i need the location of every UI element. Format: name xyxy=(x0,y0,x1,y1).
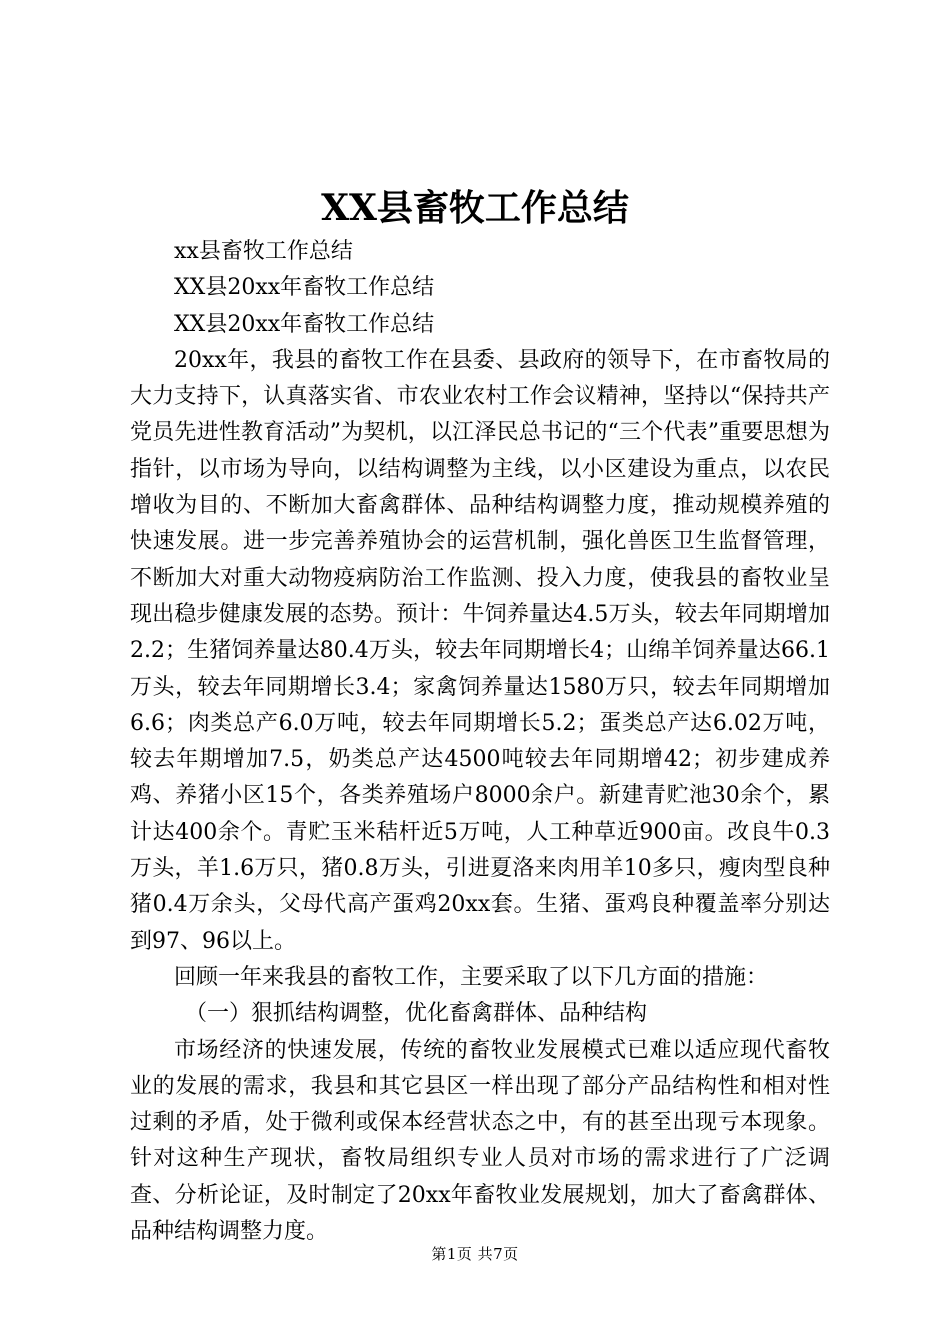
document-body xyxy=(130,234,830,1250)
page-number-footer: 第1页 共7页 xyxy=(431,1245,519,1263)
document-title: XX县畜牧工作总结 xyxy=(321,187,629,229)
section-heading: （一）狠抓结构调整，优化畜禽群体、品种结构 xyxy=(185,1001,648,1027)
body-paragraph: 20xx年，我县的畜牧工作在县委、县政府的领导下，在市畜牧局的大力支持下，认真落实省、市农业农村工作会议精神，坚持以“保持共产党员先进性教育活动”为契机，以江泽民总书记的“三个代表”重要思想为指针，以市场为导向，以结构调整为主线，以小区建设为重点，以农民增收为目的、不断加大畜禽群体、品种结构调整力度，推动规模养殖的快速发展。进一步完善养殖协会的运营机制，强化兽医卫生监督管理，不断加大对重大动物疫病防治工作监测、投入力度，使我县的畜牧业呈现出稳步健康发展的态势。预计：牛饲养量达4.5万头，较去年同期增加2.2；生猪饲养量达80.4万头，较去年同期增长4；山绵羊饲养量达66.1万头，较去年同期增长3.4；家禽饲养量达1580万只，较去年同期增加6.6；肉类总产6.0万吨，较去年同期增长5.2；蛋类总产达6.02万吨，较去年期增加7.5，奶类总产达4500吨较去年同期增42；初步建成养鸡、养猪小区15个，各类养殖场户8000余户。新建青贮池30余个，累计达400余个。青贮玉米秸杆近5万吨，人工种草近900亩。改良牛0.3万头，羊1.6万只，猪0.8万头，引进夏洛来肉用羊10多只，瘦肉型良种猪0.4万余头，父母代高产蛋鸡20xx套。生猪、蛋鸡良种覆盖率分别达到97、96以上。 xyxy=(130,347,830,954)
subtitle-line: xx县畜牧工作总结 xyxy=(174,239,353,264)
subtitle-line: XX县20xx年畜牧工作总结 xyxy=(174,311,435,337)
body-paragraph: 回顾一年来我县的畜牧工作，主要采取了以下几方面的措施： xyxy=(174,964,769,990)
subtitle-line: XX县20xx年畜牧工作总结 xyxy=(174,275,435,301)
body-paragraph: 市场经济的快速发展，传统的畜牧业发展模式已难以适应现代畜牧业的发展的需求，我县和其它县区一样出现了部分产品结构性和相对性过剩的矛盾，处于微利或保本经营状态之中，有的甚至出现亏本现象。针对这种生产现状，畜牧局组织专业人员对市场的需求进行了广泛调查、分析论证，及时制定了20xx年畜牧业发展规划，加大了畜禽群体、品种结构调整力度。 xyxy=(130,1037,830,1245)
